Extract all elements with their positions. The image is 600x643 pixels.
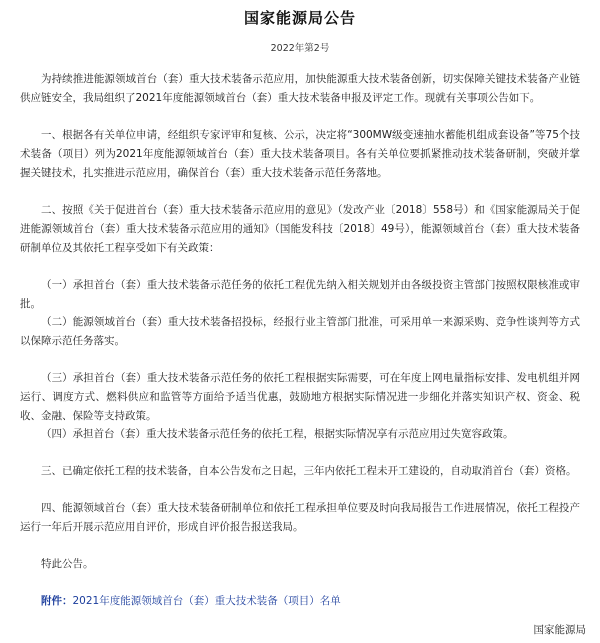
paragraph-policy-4: （四）承担首台（套）重大技术装备示范任务的依托工程，根据实际情况享有示范应用过失宽容政策。 <box>41 428 514 440</box>
paragraph-intro: 为持续推进能源领域首台（套）重大技术装备示范应用，加快能源重大技术装备创新，切实保障关键技术装备产业链供应链安全，我局组织了2021年度能源领域首台（套）重大技术装备申报及评定工作。现就有关事项公告如下。 <box>20 73 580 104</box>
attachment-link[interactable]: 2021年度能源领域首台（套）重大技术装备（项目）名单 <box>72 595 341 607</box>
paragraph-section-2: 二、按照《关于促进首台（套）重大技术装备示范应用的意见》（发改产业〔2018〕558号）和《国家能源局关于促进能源领域首台（套）重大技术装备示范应用的通知》（国能发科技〔2018〕49号），能源领域首台（套）重大技术装备研制单位及其依托工程享受如下有关政策： <box>20 204 580 254</box>
paragraph-section-4: 四、能源领域首台（套）重大技术装备研制单位和依托工程承担单位要及时向我局报告工作进展情况，依托工程投产运行一年后开展示范应用自评价，形成自评价报告报送我局。 <box>20 502 580 533</box>
document-number: 2022年第2号 <box>270 43 330 54</box>
paragraph-section-1: 一、根据各有关单位申请，经组织专家评审和复核、公示，决定将“300MW级变速抽水蓄能机组成套设备”等75个技术装备（项目）列为2021年度能源领域首台（套）重大技术装备项目。各有关单位要抓紧推动技术装备研制，突破并掌握关键技术，扎实推进示范应用，确保首台（套）重大技术装备示范任务落地。 <box>20 129 580 179</box>
paragraph-policy-2: （二）能源领域首台（套）重大技术装备招投标，经报行业主管部门批准，可采用单一来源采购、竞争性谈判等方式以保障示范任务落实。 <box>20 316 580 347</box>
paragraph-policy-1: （一）承担首台（套）重大技术装备示范任务的依托工程优先纳入相关规划并由各级投资主管部门按照权限核准或审批。 <box>20 279 580 310</box>
paragraph-policy-3: （三）承担首台（套）重大技术装备示范任务的依托工程根据实际需要，可在年度上网电量指标安排、发电机组并网运行、调度方式、燃料供应和监管等方面给予适当优惠，鼓励地方根据实际情况进一步细化并落实知识产权、资金、税收、金融、保险等支持政策。 <box>20 372 580 422</box>
page-title: 国家能源局公告 <box>243 9 356 27</box>
signature: 国家能源局 <box>533 624 586 636</box>
attachment-label: 附件： <box>41 595 73 607</box>
paragraph-section-3: 三、已确定依托工程的技术装备，自本公告发布之日起，三年内依托工程未开工建设的，自动取消首台（套）资格。 <box>41 465 577 477</box>
attachment-line <box>41 592 341 611</box>
paragraph-closing: 特此公告。 <box>41 558 94 570</box>
